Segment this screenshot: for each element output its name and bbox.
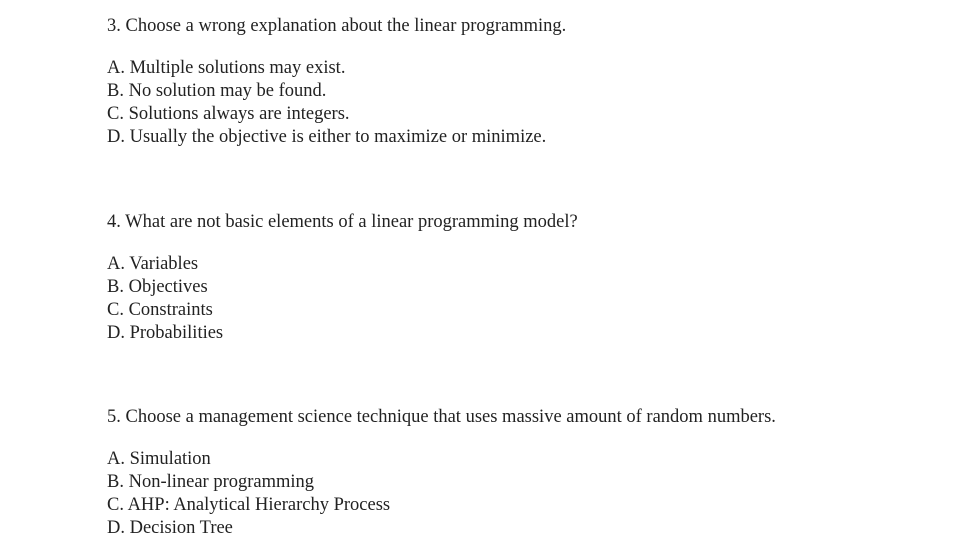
question-3 <box>107 14 950 149</box>
question-sheet <box>107 14 950 559</box>
question-prompt: 3. Choose a wrong explanation about the linear programming. <box>107 16 567 36</box>
answer-options <box>107 253 950 345</box>
answer-option-d: D. Decision Tree <box>107 518 233 538</box>
question-spacer <box>107 363 950 405</box>
answer-option-c: C. AHP: Analytical Hierarchy Process <box>107 495 391 515</box>
question-prompt: 4. What are not basic elements of a linear programming model? <box>107 211 578 232</box>
answer-option-b: B. Non-linear programming <box>107 472 315 492</box>
answer-options <box>107 448 950 540</box>
answer-option-a: A. Multiple solutions may exist. <box>107 58 346 78</box>
answer-option-a: A. Simulation <box>107 449 211 469</box>
answer-option-c: C. Constraints <box>107 299 213 320</box>
answer-option-c: C. Solutions always are integers. <box>107 104 350 124</box>
answer-option-d: D. Probabilities <box>107 322 224 343</box>
question-4 <box>107 210 950 345</box>
answer-option-b: B. No solution may be found. <box>107 81 327 101</box>
answer-options <box>107 57 950 149</box>
question-5 <box>107 405 950 540</box>
question-prompt: 5. Choose a management science technique that uses massive amount of random numbers. <box>107 407 776 427</box>
answer-option-a: A. Variables <box>107 253 199 274</box>
answer-option-d: D. Usually the objective is either to maximize or minimize. <box>107 127 547 147</box>
question-spacer <box>107 168 950 210</box>
answer-option-b: B. Objectives <box>107 276 208 297</box>
